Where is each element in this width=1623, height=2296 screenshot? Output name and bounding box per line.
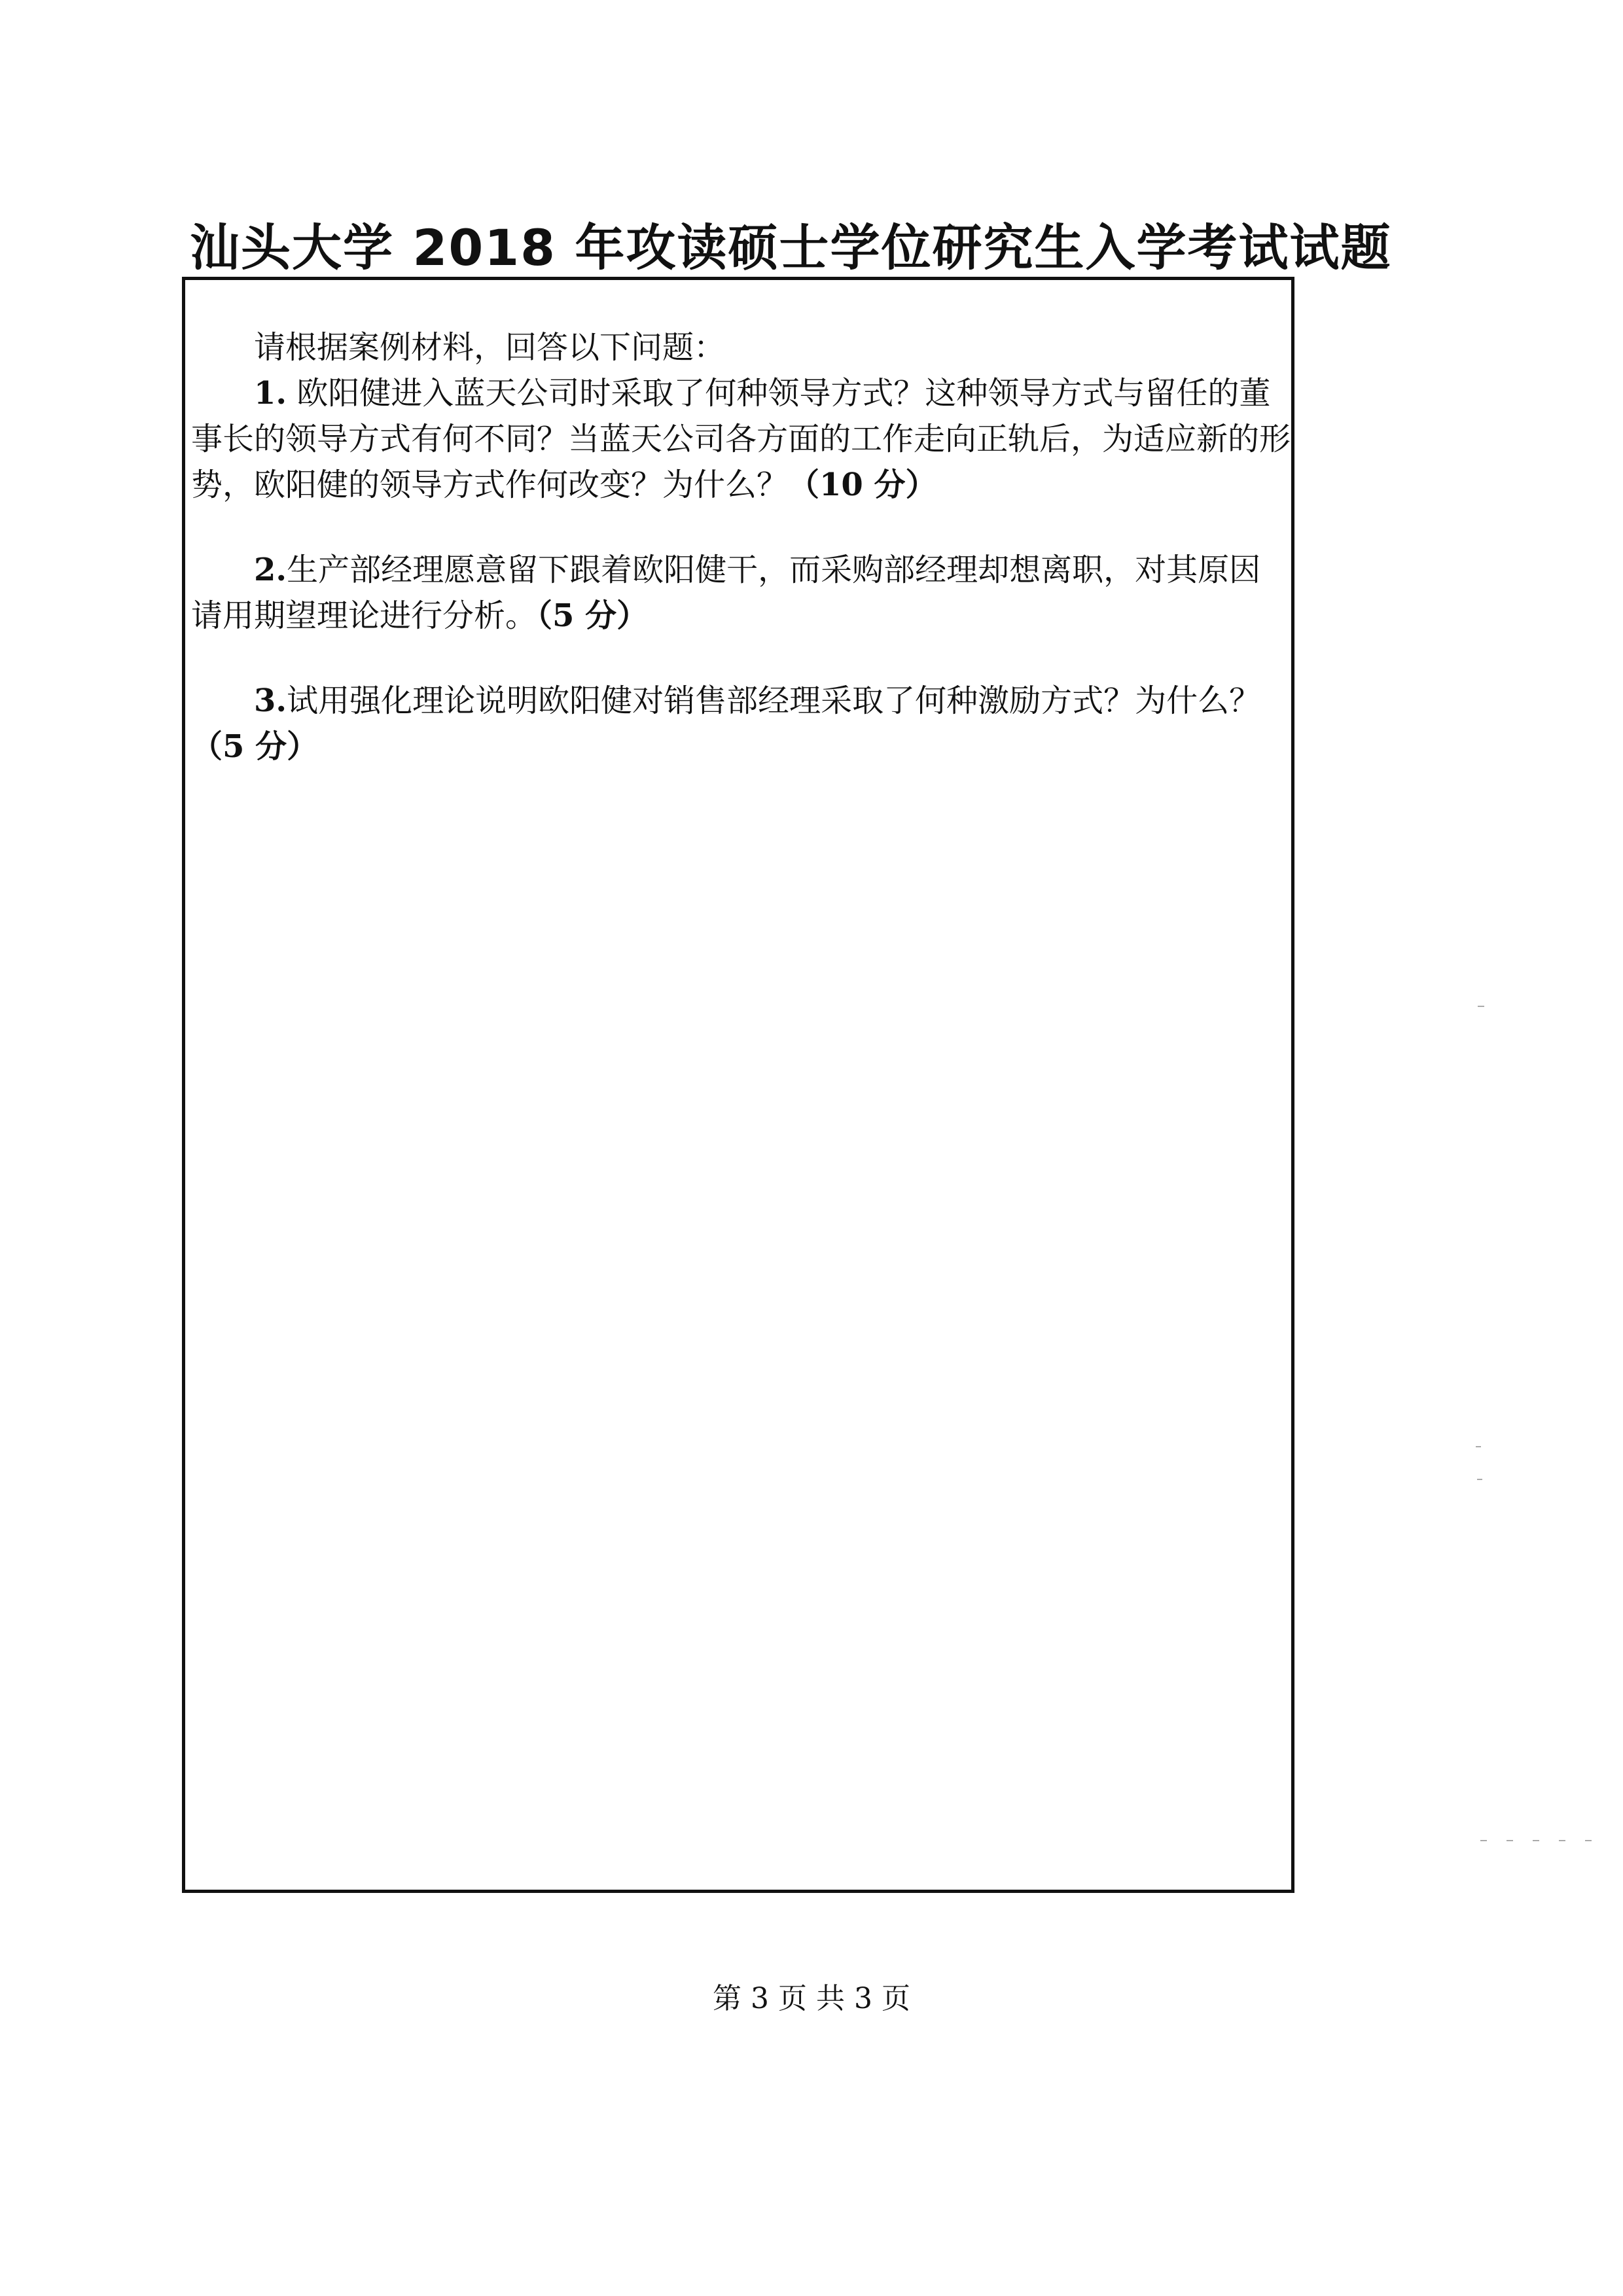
question-3-score: （5 分） [191, 728, 319, 765]
question-1-score: （10 分） [788, 467, 937, 503]
intro-text: 请根据案例材料，回答以下问题： [254, 329, 726, 366]
exam-title: 汕头大学 2018 年攻读硕士学位研究生入学考试试题 [190, 219, 1392, 277]
question-3 [191, 678, 1291, 769]
scan-mark [1478, 1006, 1484, 1007]
question-1-text: 欧阳健进入蓝天公司时采取了何种领导方式？这种领导方式与留任的董事长的领导方式有何不同？当蓝天公司各方面的工作走向正轨后，为适应新的形势，欧阳健的领导方式作何改变？为什么？ [191, 375, 1291, 503]
question-2-score: （5 分） [537, 597, 649, 634]
question-2 [191, 547, 1291, 639]
question-2-number: 2. [254, 552, 287, 588]
scan-mark [1476, 1446, 1481, 1447]
question-content [191, 325, 1291, 769]
question-3-number: 3. [254, 682, 287, 719]
question-2-text: 生产部经理愿意留下跟着欧阳健干，而采购部经理却想离职，对其原因请用期望理论进行分析。 [191, 552, 1261, 634]
question-3-text: 试用强化理论说明欧阳健对销售部经理采取了何种激励方式？为什么？ [287, 682, 1261, 719]
scan-mark [1480, 1840, 1592, 1841]
question-1-number: 1. [254, 375, 287, 412]
question-1 [191, 370, 1291, 508]
scan-mark [1477, 1479, 1482, 1480]
page-number: 第 3 页 共 3 页 [713, 1982, 910, 2015]
